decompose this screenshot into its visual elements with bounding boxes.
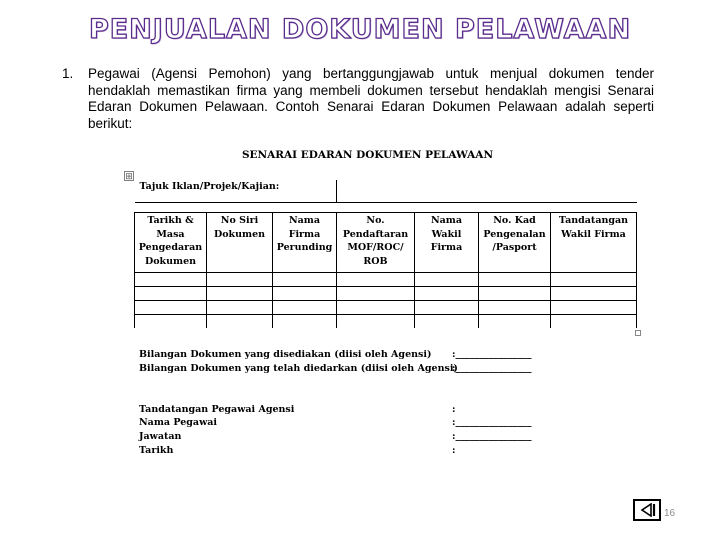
- table-row: [135, 287, 637, 301]
- distribution-table: [134, 180, 637, 328]
- intro-list-item: [62, 66, 654, 132]
- table-cell[interactable]: [479, 315, 551, 329]
- info-row: [139, 430, 579, 444]
- info-block: [139, 348, 579, 458]
- info-value-field[interactable]: :: [452, 444, 456, 456]
- tajuk-label: Tajuk Iklan/Projek/Kajian:: [135, 180, 337, 203]
- table-cell[interactable]: [135, 301, 207, 315]
- info-value-field[interactable]: :: [452, 403, 456, 415]
- table-cell[interactable]: [135, 287, 207, 301]
- table-header-row: [135, 213, 637, 273]
- document-title: SENARAI EDARAN DOKUMEN PELAWAAN: [241, 149, 494, 161]
- info-label: Tarikh: [139, 444, 174, 456]
- table-row: [135, 315, 637, 329]
- tajuk-row: [135, 180, 637, 203]
- info-row: [139, 348, 579, 362]
- list-number: 1.: [62, 66, 74, 81]
- column-header: Tarikh & Masa Pengedaran Dokumen: [135, 213, 207, 273]
- info-value-field[interactable]: :________________: [452, 349, 532, 360]
- table-move-handle-icon[interactable]: ⊞: [125, 171, 133, 181]
- info-row: [139, 362, 579, 376]
- info-row: [139, 444, 579, 458]
- info-label: Bilangan Dokumen yang telah diedarkan (diisi oleh Agensi): [139, 362, 458, 374]
- table-cell[interactable]: [415, 287, 479, 301]
- table-cell[interactable]: [207, 273, 273, 287]
- column-header: Tandatangan Wakil Firma: [551, 213, 637, 273]
- column-header: No. Pendaftaran MOF/ROC/ ROB: [337, 213, 415, 273]
- table-cell[interactable]: [207, 287, 273, 301]
- spacer-row: [135, 203, 637, 213]
- back-arrow-icon: [640, 503, 656, 517]
- table-cell[interactable]: [337, 273, 415, 287]
- back-button[interactable]: [633, 499, 661, 521]
- info-row: [139, 416, 579, 430]
- table-cell[interactable]: [551, 287, 637, 301]
- table-cell[interactable]: [415, 301, 479, 315]
- table-row: [135, 273, 637, 287]
- table-cell[interactable]: [551, 301, 637, 315]
- table-cell[interactable]: [479, 287, 551, 301]
- table-cell[interactable]: [479, 273, 551, 287]
- table-cell[interactable]: [135, 273, 207, 287]
- info-value-field[interactable]: :________________: [452, 431, 532, 443]
- table-cell[interactable]: [135, 315, 207, 329]
- info-label: Bilangan Dokumen yang disediakan (diisi oleh Agensi): [139, 349, 432, 360]
- slide-title: PENJUALAN DOKUMEN PELAWAAN: [88, 14, 632, 45]
- table-cell[interactable]: [273, 287, 337, 301]
- table-cell[interactable]: [337, 287, 415, 301]
- table-cell[interactable]: [207, 315, 273, 329]
- info-label: Jawatan: [139, 431, 182, 443]
- info-row: [139, 403, 579, 417]
- table-cell[interactable]: [551, 273, 637, 287]
- table-cell[interactable]: [551, 315, 637, 329]
- table-cell[interactable]: [479, 301, 551, 315]
- table-resize-handle[interactable]: [635, 330, 641, 336]
- table-row: [135, 301, 637, 315]
- column-header: No Siri Dokumen: [207, 213, 273, 273]
- tajuk-value-cell[interactable]: [337, 180, 637, 203]
- info-label: Tandatangan Pegawai Agensi: [139, 403, 295, 415]
- table-cell[interactable]: [273, 273, 337, 287]
- table-cell[interactable]: [207, 301, 273, 315]
- info-label: Nama Pegawai: [139, 417, 218, 429]
- column-header: No. Kad Pengenalan /Pasport: [479, 213, 551, 273]
- intro-paragraph: Pegawai (Agensi Pemohon) yang bertanggungjawab untuk menjual dokumen tender hendaklah memastikan firma yang membeli dokumen tersebut hendaklah mengisi Senarai Edaran Dokumen Pelawaan. Contoh Senarai Edaran Dokumen Pelawaan adalah seperti berikut:: [88, 66, 654, 131]
- table-cell[interactable]: [273, 301, 337, 315]
- info-value-field[interactable]: :________________: [452, 362, 532, 374]
- table-cell[interactable]: [337, 301, 415, 315]
- info-value-field[interactable]: :________________: [452, 417, 532, 429]
- column-header: Nama Firma Perunding: [273, 213, 337, 273]
- table-cell[interactable]: [273, 315, 337, 329]
- table-cell[interactable]: [415, 273, 479, 287]
- table-cell[interactable]: [415, 315, 479, 329]
- page-number: 16: [664, 508, 676, 519]
- column-header: Nama Wakil Firma: [415, 213, 479, 273]
- table-cell[interactable]: [337, 315, 415, 329]
